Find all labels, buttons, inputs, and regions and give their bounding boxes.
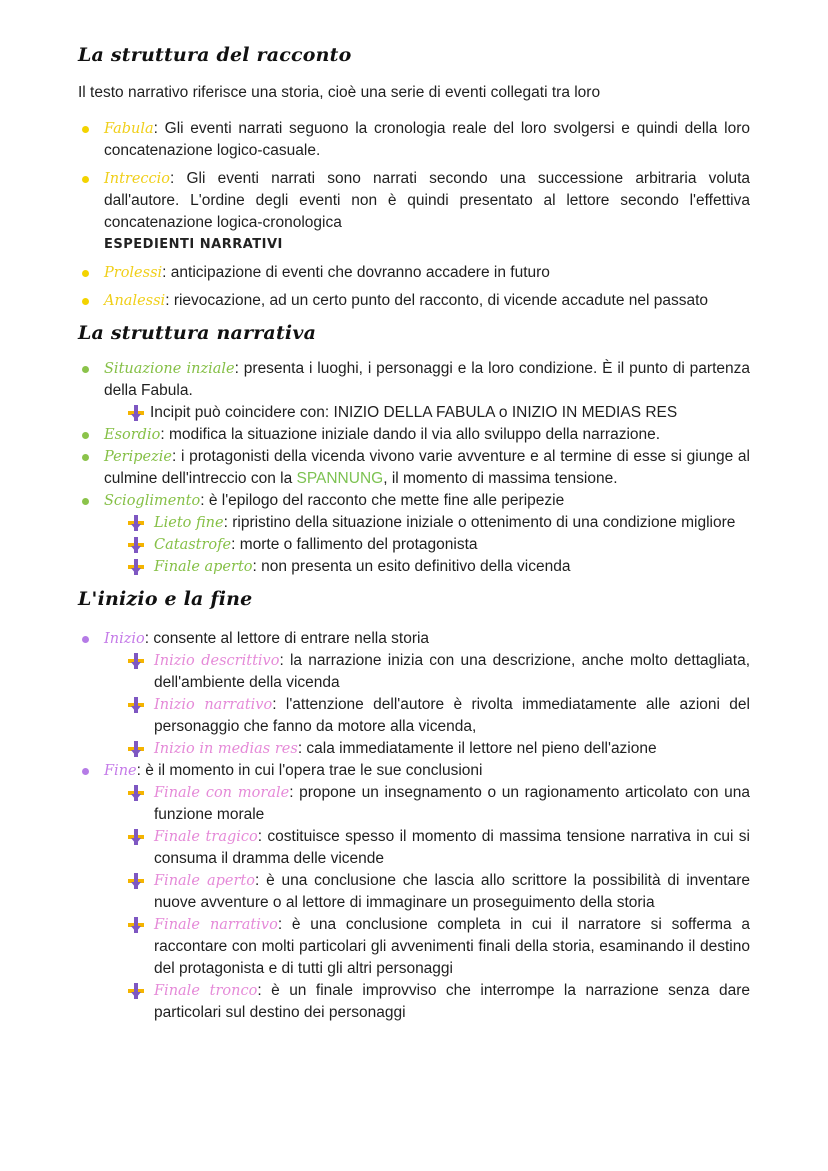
text-narrativo-finale: : è una conclusione completa in cui il narratore si sofferma a raccontare con molti particolari gli avvenimenti finali della storia, esaminando il destino del protagonista e di tutti gli altri personaggi [154, 916, 750, 977]
term-intreccio: Intreccio [104, 171, 171, 187]
text-fine: : è il momento in cui l'opera trae le sue conclusioni [136, 762, 483, 779]
text-finale-aperto: : non presenta un esito definitivo della vicenda [252, 558, 571, 575]
sub-item-catastrofe [102, 534, 750, 556]
term-aperto: Finale aperto [154, 873, 255, 889]
term-catastrofe: Catastrofe [154, 537, 232, 553]
list-item-peripezie [78, 446, 750, 490]
term-esordio: Esordio [104, 427, 161, 443]
bullet-icon [82, 176, 89, 183]
text-medias-res: : cala immediatamente il lettore nel pieno dell'azione [297, 740, 657, 757]
text-spannung: SPANNUNG [296, 470, 384, 487]
arrow-bullet-icon [128, 653, 144, 669]
list-item-scioglimento [78, 490, 750, 512]
arrow-bullet-icon [128, 917, 144, 933]
bullet-icon [82, 432, 89, 439]
arrow-bullet-icon [128, 515, 144, 531]
bullet-icon [82, 366, 89, 373]
arrow-bullet-icon [128, 697, 144, 713]
text-narrativo: : l'attenzione dell'autore è rivolta immediatamente alle azioni del personaggio che fanno da motore alla vicenda, [154, 696, 750, 735]
term-prolessi: Prolessi [104, 265, 163, 281]
section-title-inizio-fine: L'inizio e la fine [78, 588, 253, 610]
section-title-struttura-racconto: La struttura del racconto [78, 44, 352, 66]
term-fabula: Fabula [104, 121, 154, 137]
sub-item-descrittivo [102, 650, 750, 694]
text-analessi: : rievocazione, ad un certo punto del racconto, di vicende accadute nel passato [165, 292, 709, 309]
sub-item-finale-aperto [102, 556, 750, 578]
bullet-icon [82, 298, 89, 305]
term-tragico: Finale tragico [154, 829, 258, 845]
bullet-icon [82, 454, 89, 461]
text-aperto: : è una conclusione che lascia allo scrittore la possibilità di inventare nuove avventure o al lettore di immaginare un proseguimento della storia [154, 872, 750, 911]
term-inizio: Inizio [104, 631, 145, 647]
sub-item-incipit [102, 402, 750, 424]
term-finale-aperto: Finale aperto [154, 559, 253, 575]
intro-paragraph: Il testo narrativo riferisce una storia, cioè una serie di eventi collegati tra loro [78, 84, 601, 101]
bullet-icon [82, 636, 89, 643]
sub-item-aperto [102, 870, 750, 914]
sub-item-tronco [102, 980, 750, 1024]
narrativa-list [78, 358, 750, 578]
arrow-bullet-icon [128, 741, 144, 757]
arrow-bullet-icon [128, 983, 144, 999]
term-fine: Fine [104, 763, 137, 779]
term-peripezie: Peripezie [104, 449, 172, 465]
bullet-icon [82, 270, 89, 277]
term-situazione: Situazione inziale [104, 361, 235, 377]
arrow-bullet-icon [128, 829, 144, 845]
text-descrittivo: : la narrazione inizia con una descrizione, anche molto dettagliata, dell'ambiente della vicenda [154, 652, 750, 691]
text-morale: : propone un insegnamento o un ragionamento articolato con una funzione morale [154, 784, 750, 823]
section-title-struttura-narrativa: La struttura narrativa [78, 322, 317, 344]
list-item-fine [78, 760, 750, 782]
term-tronco: Finale tronco [154, 983, 258, 999]
text-esordio: : modifica la situazione iniziale dando il via allo sviluppo della narrazione. [160, 426, 661, 443]
sub-item-medias-res [102, 738, 750, 760]
arrow-bullet-icon [128, 873, 144, 889]
racconto-list [78, 118, 750, 312]
text-scioglimento: : è l'epilogo del racconto che mette fine alle peripezie [200, 492, 565, 509]
term-scioglimento: Scioglimento [104, 493, 201, 509]
bullet-icon [82, 126, 89, 133]
text-tronco: : è un finale improvviso che interrompe la narrazione senza dare particolari sul destino dei personaggi [154, 982, 750, 1021]
text-prolessi: : anticipazione di eventi che dovranno accadere in futuro [162, 264, 550, 281]
term-morale: Finale con morale [154, 785, 290, 801]
list-item-intreccio [78, 168, 750, 256]
text-intreccio: : Gli eventi narrati sono narrati secondo una successione arbitraria voluta dall'autore. L'ordine degli eventi non è quindi presentato al lettore secondo l'effettiva concatenazione logica-cronologica [104, 170, 750, 231]
arrow-bullet-icon [128, 559, 144, 575]
text-peripezie-a: : i protagonisti della vicenda vivono varie avventure e al termine di esse si giunge al culmine dell'intreccio con la [104, 448, 750, 487]
arrow-bullet-icon [128, 537, 144, 553]
label-espedienti: ESPEDIENTI NARRATIVI [104, 237, 283, 252]
arrow-bullet-icon [128, 405, 144, 421]
list-item-situazione [78, 358, 750, 402]
term-descrittivo: Inizio descrittivo [154, 653, 280, 669]
text-inizio: : consente al lettore di entrare nella storia [144, 630, 430, 647]
document-page [78, 44, 750, 1024]
term-analessi: Analessi [104, 293, 166, 309]
arrow-bullet-icon [128, 785, 144, 801]
sub-item-narrativo [102, 694, 750, 738]
sub-item-narrativo-finale [102, 914, 750, 980]
term-medias-res: Inizio in medias res [154, 741, 298, 757]
sub-item-tragico [102, 826, 750, 870]
text-tragico: : costituisce spesso il momento di massima tensione narrativa in cui si consuma il dramma delle vicende [154, 828, 750, 867]
text-situazione: : presenta i luoghi, i personaggi e la loro condizione. È il punto di partenza della Fabula. [104, 360, 750, 399]
text-fabula: : Gli eventi narrati seguono la cronologia reale del loro svolgersi e quindi della loro concatenazione logico-casuale. [104, 120, 750, 159]
text-catastrofe: : morte o fallimento del protagonista [231, 536, 478, 553]
term-lieto: Lieto fine [154, 515, 224, 531]
text-incipit: Incipit può coincidere con: INIZIO DELLA FABULA o INIZIO IN MEDIAS RES [150, 404, 678, 421]
list-item-inizio [78, 628, 750, 650]
sub-item-morale [102, 782, 750, 826]
text-lieto: : ripristino della situazione iniziale o ottenimento di una condizione migliore [223, 514, 736, 531]
bullet-icon [82, 768, 89, 775]
list-item-analessi [78, 290, 750, 312]
inizio-fine-list [78, 628, 750, 1024]
list-item-prolessi [78, 262, 750, 284]
list-item-fabula [78, 118, 750, 162]
term-narrativo: Inizio narrativo [154, 697, 273, 713]
list-item-esordio [78, 424, 750, 446]
term-narrativo-finale: Finale narrativo [154, 917, 278, 933]
bullet-icon [82, 498, 89, 505]
text-peripezie-b: , il momento di massima tensione. [383, 470, 618, 487]
sub-item-lieto [102, 512, 750, 534]
